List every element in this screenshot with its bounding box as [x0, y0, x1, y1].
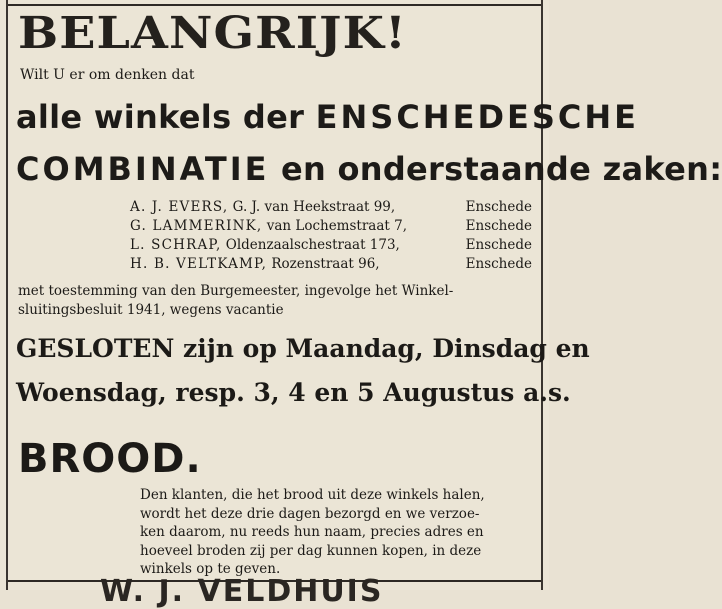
body-line: Den klanten, die het brood uit deze winkels halen, — [140, 487, 485, 503]
combination-line-1-b: ENSCHEDESCHE — [315, 98, 640, 136]
top-rule — [8, 4, 541, 6]
combination-line-2-a: COMBINATIE — [16, 150, 270, 188]
closed-notice-line-2: Woensdag, resp. 3, 4 en 5 Augustus a.s. — [16, 378, 571, 407]
combination-line-2 — [16, 150, 722, 188]
body-line: winkels op te geven. — [140, 561, 281, 577]
footer-partial-text: W. J. VELDHUIS — [100, 574, 384, 609]
left-border — [6, 0, 8, 590]
address-row: A. J. EVERS, G. J. van Heekstraat 99, Enschede — [130, 199, 532, 215]
intro-text: Wilt U er om denken dat — [20, 67, 195, 83]
body-line: hoeveel broden zij per dag kunnen kopen, in deze — [140, 542, 482, 559]
address-row: L. SCHRAP, Oldenzaalschestraat 173, Enschede — [130, 237, 532, 253]
combination-line-2-b: en onderstaande zaken: — [280, 150, 722, 188]
closed-notice-line-1: GESLOTEN zijn op Maandag, Dinsdag en — [16, 334, 590, 363]
body-line: wordt het deze drie dagen bezorgd en we verzoe- — [140, 505, 480, 522]
combination-line-1-a: alle winkels der — [16, 98, 305, 136]
bread-delivery-text — [140, 486, 532, 579]
permission-note-line-1: met toestemming van den Burgemeester, ingevolge het Winkel- — [18, 283, 454, 299]
brood-heading: BROOD. — [18, 436, 202, 482]
address-row: H. B. VELTKAMP, Rozenstraat 96, Enschede — [130, 256, 532, 272]
body-line: ken daarom, nu reeds hun naam, precies adres en — [140, 524, 484, 540]
address-row: G. LAMMERINK, van Lochemstraat 7, Enschede — [130, 218, 532, 234]
permission-note-line-2: sluitingsbesluit 1941, wegens vacantie — [18, 302, 284, 318]
combination-line-1 — [16, 98, 639, 136]
right-border — [541, 0, 543, 590]
headline: BELANGRIJK! — [18, 8, 407, 59]
